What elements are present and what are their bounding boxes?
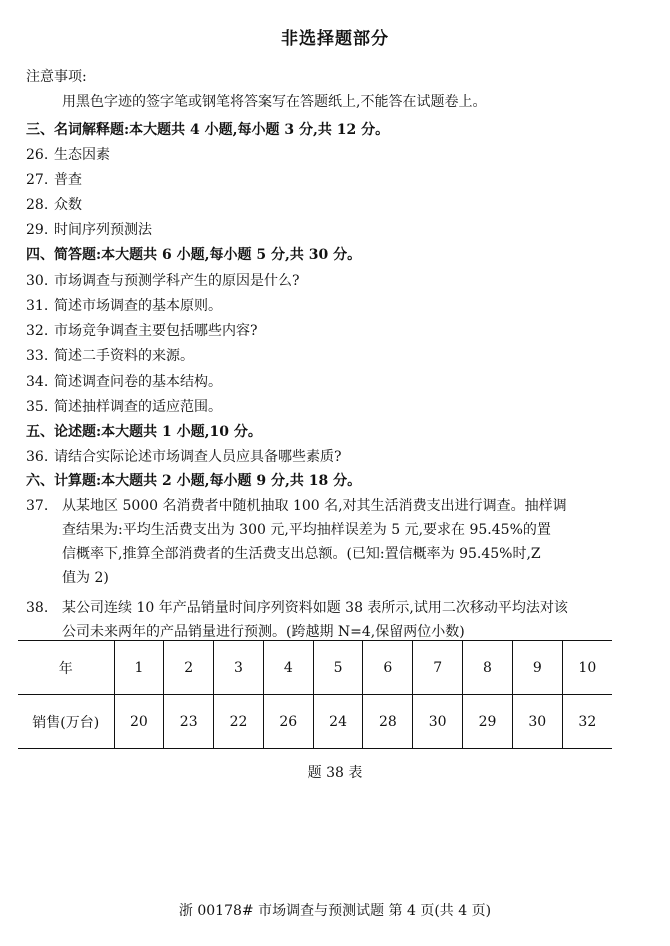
table-cell: 20 xyxy=(114,695,164,749)
question-text: 市场调查与预测学科产生的原因是什么? xyxy=(54,273,300,289)
question-number: 27. xyxy=(26,172,49,188)
table-cell: 30 xyxy=(512,695,562,749)
row-label-year: 年 xyxy=(58,660,73,677)
question-number: 35. xyxy=(26,399,49,415)
question-37-number: 37. xyxy=(26,498,49,514)
question-31 xyxy=(26,297,222,315)
question-38-line-2: 公司未来两年的产品销量进行预测。(跨越期 N=4,保留两位小数) xyxy=(62,624,465,640)
question-number: 34. xyxy=(26,374,49,390)
table-cell: 3 xyxy=(214,641,264,695)
table-cell: 4 xyxy=(263,641,313,695)
table-cell: 28 xyxy=(363,695,413,749)
question-text: 市场竞争调查主要包括哪些内容? xyxy=(54,323,258,339)
table-cell: 7 xyxy=(413,641,463,695)
question-37-text xyxy=(62,494,622,590)
question-37-line-1: 从某地区 5000 名消费者中随机抽取 100 名,对其生活消费支出进行调查。抽样调 xyxy=(62,498,567,514)
question-37-line-3: 信概率下,推算全部消费者的生活费支出总额。(已知:置信概率为 95.45%时,Z xyxy=(62,546,541,562)
table-row-sales xyxy=(18,695,612,749)
question-35 xyxy=(26,398,222,416)
question-34 xyxy=(26,373,222,391)
question-number: 29. xyxy=(26,222,49,238)
question-text: 简述抽样调查的适应范围。 xyxy=(54,399,222,415)
table-cell: 2 xyxy=(164,641,214,695)
question-33 xyxy=(26,347,194,365)
question-text: 时间序列预测法 xyxy=(54,222,152,238)
table-cell: 6 xyxy=(363,641,413,695)
notice-text: 用黑色字迹的签字笔或钢笔将答案写在答题纸上,不能答在试题卷上。 xyxy=(62,94,487,110)
question-text: 众数 xyxy=(54,197,82,213)
page-title: 非选择题部分 xyxy=(281,29,389,49)
sales-table xyxy=(18,640,612,749)
question-30 xyxy=(26,272,300,290)
question-text: 简述二手资料的来源。 xyxy=(54,348,194,364)
table-cell: 22 xyxy=(214,695,264,749)
question-number: 36. xyxy=(26,449,49,465)
table-cell: 30 xyxy=(413,695,463,749)
table-cell: 9 xyxy=(512,641,562,695)
table-cell: 8 xyxy=(463,641,513,695)
question-38-line-1: 某公司连续 10 年产品销量时间序列资料如题 38 表所示,试用二次移动平均法对该 xyxy=(62,600,568,616)
question-28 xyxy=(26,196,82,214)
table-cell: 1 xyxy=(114,641,164,695)
table-cell: 24 xyxy=(313,695,363,749)
question-text: 简述调查问卷的基本结构。 xyxy=(54,374,222,390)
question-number: 26. xyxy=(26,147,49,163)
question-text: 生态因素 xyxy=(54,147,110,163)
section-heading-5: 五、论述题:本大题共 1 小题,10 分。 xyxy=(26,424,262,440)
question-29 xyxy=(26,221,152,239)
table-cell: 10 xyxy=(562,641,612,695)
table-cell: 23 xyxy=(164,695,214,749)
question-text: 简述市场调查的基本原则。 xyxy=(54,298,222,314)
table-cell: 5 xyxy=(313,641,363,695)
question-number: 33. xyxy=(26,348,49,364)
table-row-years xyxy=(18,641,612,695)
row-label-sales: 销售(万台) xyxy=(18,695,114,749)
question-text: 普查 xyxy=(54,172,82,188)
table-caption: 题 38 表 xyxy=(307,765,363,781)
question-number: 32. xyxy=(26,323,49,339)
table-cell: 29 xyxy=(463,695,513,749)
question-36 xyxy=(26,448,342,466)
question-38-text xyxy=(62,596,622,644)
table-cell: 26 xyxy=(263,695,313,749)
question-37-line-4: 值为 2) xyxy=(62,570,109,586)
question-number: 30. xyxy=(26,273,49,289)
section-heading-6: 六、计算题:本大题共 2 小题,每小题 9 分,共 18 分。 xyxy=(26,473,362,489)
question-26 xyxy=(26,146,110,164)
table-cell: 32 xyxy=(562,695,612,749)
question-27 xyxy=(26,171,82,189)
section-heading-4: 四、简答题:本大题共 6 小题,每小题 5 分,共 30 分。 xyxy=(26,247,362,263)
question-number: 31. xyxy=(26,298,49,314)
question-text: 请结合实际论述市场调查人员应具备哪些素质? xyxy=(54,449,342,465)
question-number: 28. xyxy=(26,197,49,213)
notice-heading: 注意事项: xyxy=(26,69,87,85)
section-heading-3: 三、名词解释题:本大题共 4 小题,每小题 3 分,共 12 分。 xyxy=(26,122,390,138)
page-footer: 浙 00178# 市场调查与预测试题 第 4 页(共 4 页) xyxy=(178,903,492,919)
question-38-number: 38. xyxy=(26,600,49,616)
question-37-line-2: 查结果为:平均生活费支出为 300 元,平均抽样误差为 5 元,要求在 95.45%的置 xyxy=(62,522,551,538)
question-32 xyxy=(26,322,258,340)
